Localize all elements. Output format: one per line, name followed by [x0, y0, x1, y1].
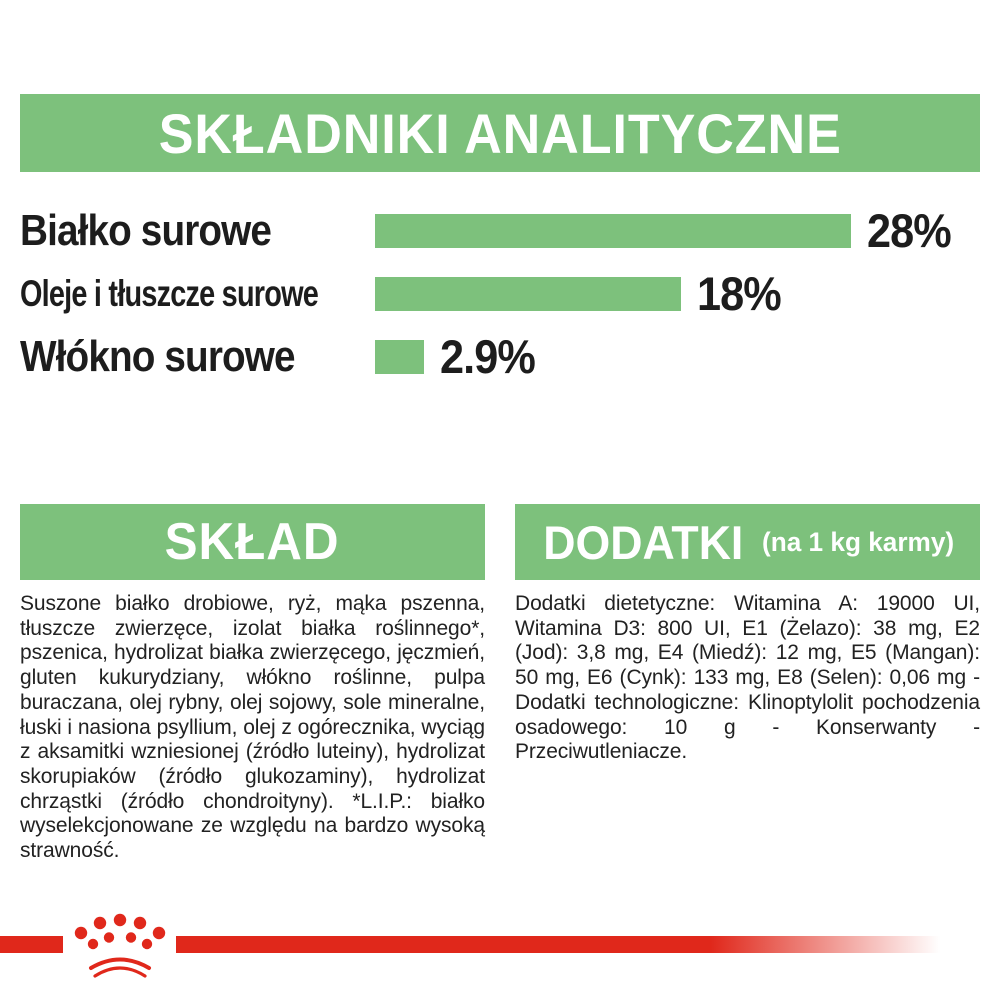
additives-section — [515, 504, 980, 765]
royal-canin-crown-icon — [58, 906, 182, 986]
chart-bar-value: 28% — [867, 204, 951, 257]
chart-bar-value: 18% — [697, 267, 781, 320]
page-title: SKŁADNIKI ANALITYCZNE — [158, 101, 842, 165]
crown-dots-inner — [88, 932, 152, 949]
additives-subtitle: (na 1 kg karmy) — [761, 526, 954, 557]
additives-text: Dodatki dietetyczne: Witamina A: 19000 UI, Witamina D3: 800 UI, E1 (Żelazo): 38 mg, E2 (Jod): 3,8 mg, E4 (Miedź): 12 mg, E5 (Mangan): 50 mg, E6 (Cynk): 133 mg, E8 (Selen): 0,06 mg - Dodatki technologiczne: Klinoptylolit pochodzenia osadowego: 10 g - Konserwanty - Przeciwutleniacze. — [515, 592, 980, 764]
footer-rule-left — [0, 936, 63, 953]
crown-arcs — [91, 960, 149, 977]
additives-title: DODATKI — [543, 515, 744, 569]
crown-dots-outer — [75, 914, 165, 939]
composition-title: SKŁAD — [165, 513, 340, 571]
chart-row-label: Oleje i tłuszcze surowe — [20, 272, 319, 314]
analytical-header-banner — [20, 94, 980, 172]
additives-header-banner — [515, 504, 980, 580]
composition-header-banner — [20, 504, 485, 580]
chart-row-label: Włókno surowe — [20, 331, 295, 381]
chart-row-label: Białko surowe — [20, 205, 272, 255]
composition-section — [20, 504, 485, 864]
chart-row — [20, 325, 980, 388]
chart-bar — [375, 340, 424, 374]
chart-row — [20, 199, 980, 262]
footer-rule-right — [176, 936, 940, 953]
analytical-chart — [20, 199, 980, 388]
chart-bar — [375, 277, 681, 311]
chart-bar — [375, 214, 851, 248]
chart-row — [20, 262, 980, 325]
chart-bar-value: 2.9% — [440, 330, 535, 383]
composition-text: Suszone białko drobiowe, ryż, mąka pszenna, tłuszcze zwierzęce, izolat białka roślinnego*, pszenica, hydrolizat białka zwierzęcego, jęczmień, gluten kukurydziany, włókno roślinne, pulpa buraczana, olej rybny, olej sojowy, sole mineralne, łuski i nasiona psyllium, olej z ogórecznika, wyciąg z aksamitki wzniesionej (źródło luteiny), hydrolizat skorupiaków (źródło glukozaminy), hydrolizat chrząstki (źródło chondroityny). *L.I.P.: białko wyselekcjonowane ze względu na bardzo wysoką strawność. — [20, 592, 485, 863]
